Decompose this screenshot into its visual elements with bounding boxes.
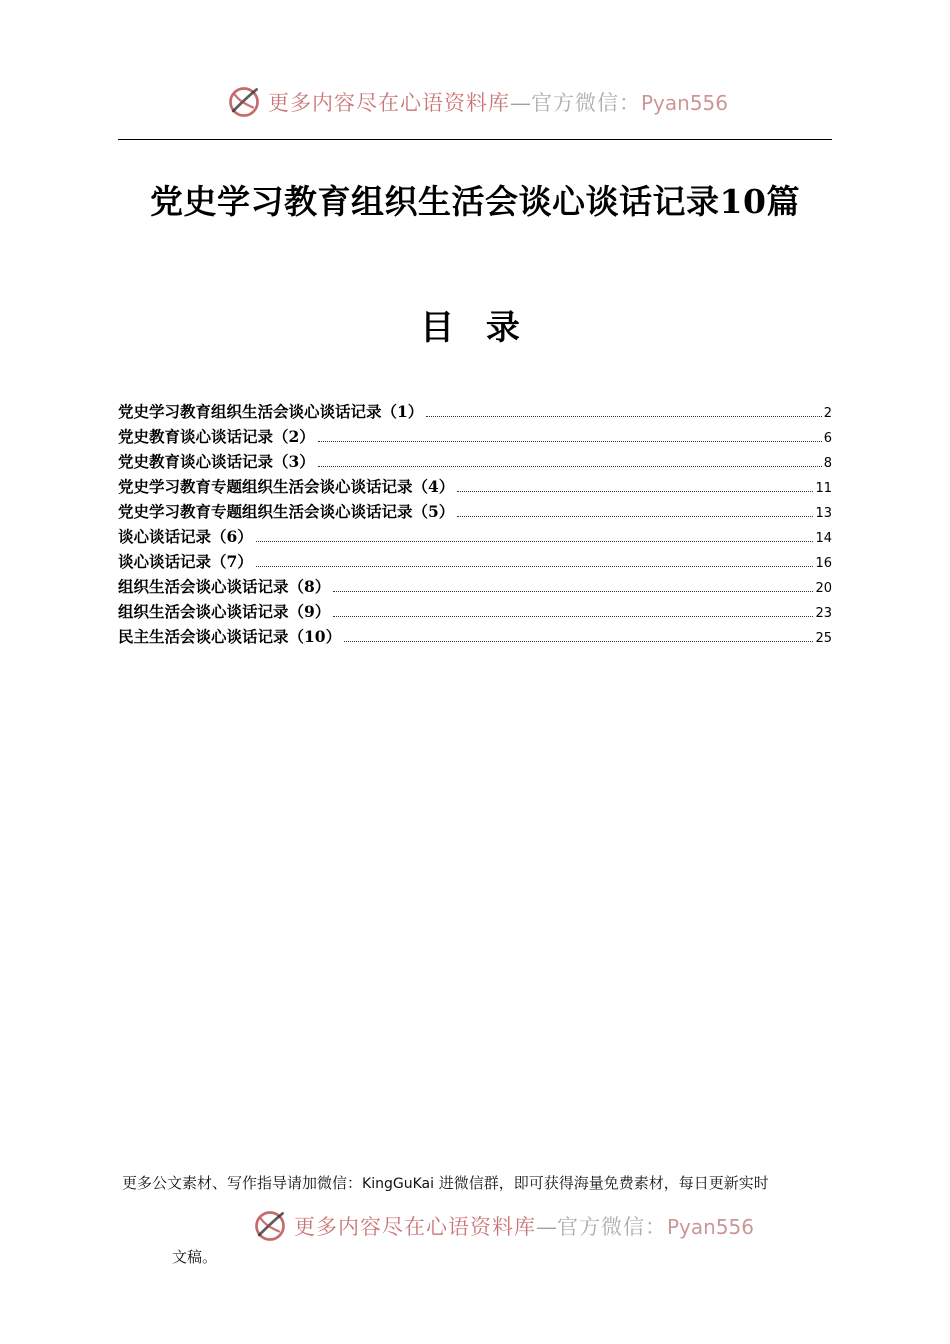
header-watermark xyxy=(226,84,728,120)
header-rule xyxy=(118,139,832,140)
toc-entry[interactable] xyxy=(118,550,832,575)
toc-entry-page: 25 xyxy=(815,631,832,646)
toc-entry-page: 8 xyxy=(823,456,832,471)
toc-entry-page: 23 xyxy=(815,606,832,621)
toc-entry[interactable] xyxy=(118,525,832,550)
toc-entry-label: 党史学习教育专题组织生活会谈心谈话记录（5） xyxy=(118,502,455,521)
footer-promo-text: 更多公文素材、写作指导请加微信：KingGuKai 进微信群，即可获得海量免费素材，每日更新实时 xyxy=(122,1174,769,1192)
toc-entry-page: 2 xyxy=(823,406,832,421)
toc-entry-page: 20 xyxy=(815,581,832,596)
toc-heading: 目 录 xyxy=(420,308,530,348)
brush-logo-icon xyxy=(226,84,262,120)
toc-entry[interactable] xyxy=(118,475,832,500)
toc-entry-page: 13 xyxy=(815,506,832,521)
toc-dot-leader xyxy=(318,465,822,467)
toc-dot-leader xyxy=(256,540,814,542)
watermark-slogan: 更多内容尽在心语资料库—官方微信：Pyan556 xyxy=(294,1215,755,1239)
toc-dot-leader xyxy=(344,640,813,642)
toc-entry-label: 谈心谈话记录（7） xyxy=(118,552,253,571)
toc-dot-leader xyxy=(333,590,813,592)
watermark-slogan: 更多内容尽在心语资料库—官方微信：Pyan556 xyxy=(268,91,729,115)
toc-entry-page: 14 xyxy=(815,531,832,546)
toc-entry-label: 民主生活会谈心谈话记录（10） xyxy=(118,627,342,646)
document-title: 党史学习教育组织生活会谈心谈话记录10篇 xyxy=(150,182,800,221)
toc-dot-leader xyxy=(457,515,813,517)
toc-entry-label: 党史学习教育专题组织生活会谈心谈话记录（4） xyxy=(118,477,455,496)
table-of-contents xyxy=(118,400,832,650)
toc-entry[interactable] xyxy=(118,600,832,625)
toc-dot-leader xyxy=(333,615,813,617)
footer-promo-text-continued: 文稿。 xyxy=(172,1248,218,1266)
toc-entry[interactable] xyxy=(118,400,832,425)
brush-logo-icon xyxy=(252,1208,288,1244)
toc-entry-label: 党史教育谈心谈话记录（2） xyxy=(118,427,315,446)
toc-entry[interactable] xyxy=(118,500,832,525)
toc-entry-label: 党史学习教育组织生活会谈心谈话记录（1） xyxy=(118,402,424,421)
toc-dot-leader xyxy=(256,565,814,567)
toc-entry-label: 党史教育谈心谈话记录（3） xyxy=(118,452,315,471)
toc-entry-label: 谈心谈话记录（6） xyxy=(118,527,253,546)
toc-entry-label: 组织生活会谈心谈话记录（9） xyxy=(118,602,331,621)
toc-entry[interactable] xyxy=(118,450,832,475)
toc-dot-leader xyxy=(457,490,813,492)
toc-entry[interactable] xyxy=(118,575,832,600)
toc-dot-leader xyxy=(318,440,822,442)
toc-entry-page: 11 xyxy=(815,481,832,496)
footer-wechat-id: KingGuKai xyxy=(362,1176,434,1192)
footer-watermark xyxy=(252,1208,754,1244)
toc-entry[interactable] xyxy=(118,425,832,450)
toc-dot-leader xyxy=(426,415,821,417)
toc-entry-label: 组织生活会谈心谈话记录（8） xyxy=(118,577,331,596)
toc-entry-page: 16 xyxy=(815,556,832,571)
toc-entry[interactable] xyxy=(118,625,832,650)
toc-entry-page: 6 xyxy=(823,431,832,446)
